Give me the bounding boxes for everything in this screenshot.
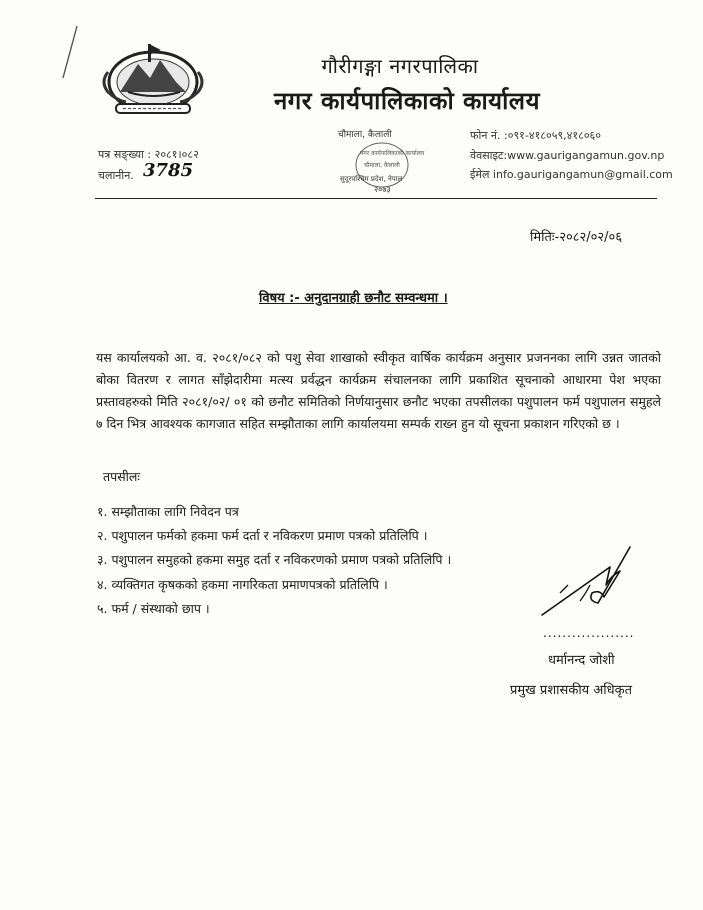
subject-line: विषय :- अनुदानग्राही छनौट सम्वन्धमा । bbox=[259, 291, 448, 306]
list-item: १. सम्झौताका लागि निवेदन पत्र bbox=[97, 504, 239, 519]
signatory-title: प्रमुख प्रशासकीय अधिकृत bbox=[510, 683, 633, 698]
stamp-line: सुदूरपश्चिम प्रदेश, नेपाल bbox=[340, 175, 403, 183]
header-divider bbox=[95, 198, 657, 199]
letter-number: पत्र सङ्ख्या : २०८१।०८२ bbox=[98, 148, 199, 161]
signature-line: ................... bbox=[543, 626, 635, 640]
phone-number: फोन नं. :०९१-४१८०५९,४१८०६० bbox=[470, 129, 602, 142]
dispatch-number: 3785 bbox=[143, 160, 194, 181]
stamp-line: २०७३ bbox=[374, 185, 391, 194]
handwritten-signature bbox=[540, 545, 640, 620]
dispatch-label: चलानीन. bbox=[98, 169, 134, 182]
office-name: नगर कार्यपालिकाको कार्यालय bbox=[273, 87, 541, 115]
list-item: २. पशुपालन फर्मको हकमा फर्म दर्ता र नविकरण प्रमाण पत्रको प्रतिलिपि । bbox=[97, 528, 428, 543]
signatory-name: धर्मानन्द जोशी bbox=[548, 653, 615, 668]
stamp-line: चौमाला, कैलाली bbox=[338, 130, 392, 140]
stamp-line: चौमाला, कैलाली bbox=[364, 162, 400, 169]
pen-mark bbox=[55, 22, 85, 82]
website: वेवसाइट:www.gaurigangamun.gov.np bbox=[470, 149, 665, 162]
letter-date: मितिः-२०८२/०२/०६ bbox=[530, 230, 623, 245]
notice-body: यस कार्यालयको आ. व. २०८१/०८२ को पशु सेवा शाखाको स्वीकृत वार्षिक कार्यक्रम अनुसार प्रजननका लागि उन्नत जातको बोका वितरण र लागत साँझेदारीमा मत्स्य प्रर्वद्धन कार्यक्रम संचालनका लागि प्रकाशित सूचनाको आधारमा पेश भएका प्रस्तावहरुको मिति २०८१/०२/ ०१ को छनौट समितिको निर्णयानुसार छनौट भएका तपसीलका पशुपालन फर्म पशुपालन समुहले ७ दिन भित्र आवश्यक कागजात सहित सम्झौताका लागि कार्यालयमा सम्पर्क राख्न हुन यो सूचना प्रकाशन गरिएको छ । bbox=[96, 350, 661, 431]
email: ईमेल info.gaurigangamun@gmail.com bbox=[470, 168, 673, 181]
office-stamp bbox=[330, 125, 430, 197]
nepal-emblem-logo bbox=[98, 42, 208, 120]
details-label: तपसीलः bbox=[103, 469, 140, 484]
list-item: ५. फर्म / संस्थाको छाप । bbox=[97, 601, 210, 616]
stamp-line: नगर कार्यपालिकाको कार्यालय bbox=[360, 150, 425, 157]
municipality-name: गौरीगङ्गा नगरपालिका bbox=[321, 54, 479, 78]
list-item: ४. व्यक्तिगत कृषकको हकमा नागरिकता प्रमाणपत्रको प्रतिलिपि । bbox=[97, 577, 388, 592]
list-item: ३. पशुपालन समुहको हकमा समुह दर्ता र नविकरणको प्रमाण पत्रको प्रतिलिपि । bbox=[97, 552, 452, 567]
